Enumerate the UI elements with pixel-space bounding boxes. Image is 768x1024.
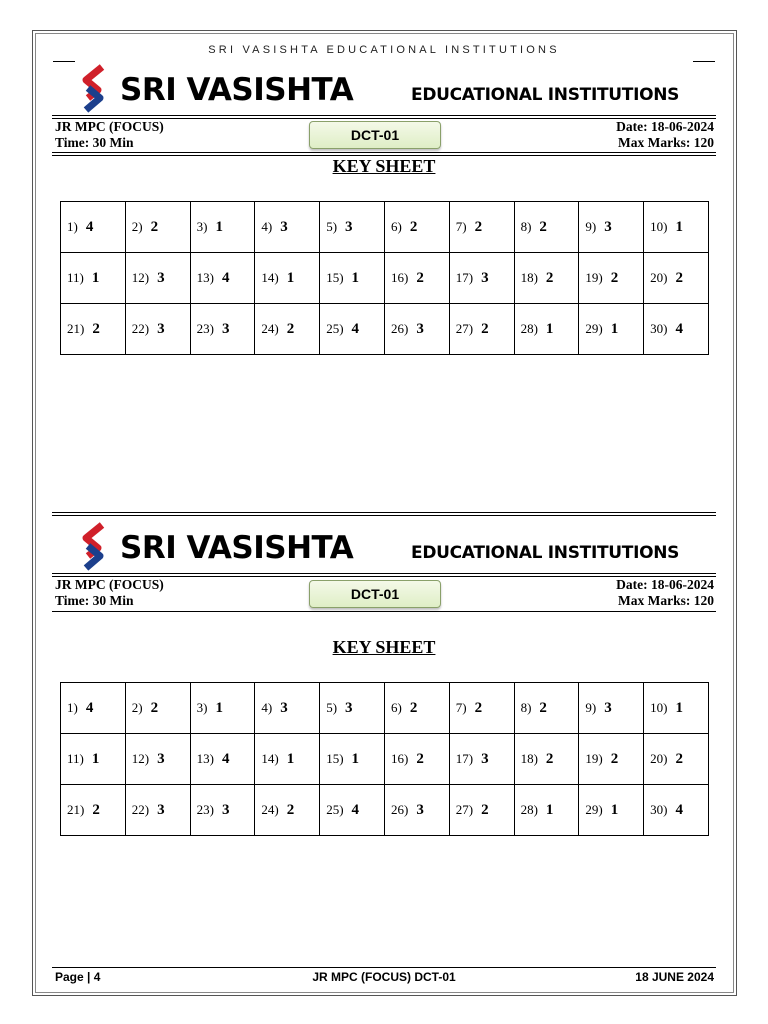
logo-s-icon	[78, 64, 110, 114]
answer-cell	[61, 202, 126, 253]
brand-logo	[0, 62, 768, 122]
answer-option: 1	[286, 269, 295, 286]
logo-s-icon	[78, 522, 110, 572]
question-number: 29)	[585, 801, 603, 817]
exam-meta	[616, 577, 714, 609]
answer-option: 3	[416, 320, 424, 337]
section-divider	[52, 512, 716, 513]
answer-option: 3	[345, 218, 353, 235]
answer-option: 3	[157, 801, 165, 818]
test-code-badge: DCT-01	[309, 121, 441, 149]
answer-option: 1	[675, 218, 684, 235]
answer-cell	[449, 734, 514, 785]
exam-date: Date: 18-06-2024	[616, 119, 714, 134]
answer-cell	[514, 785, 579, 836]
answer-cell	[579, 202, 644, 253]
answer-option: 4	[85, 699, 94, 716]
answer-option: 2	[545, 269, 554, 286]
test-duration: Time: 30 Min	[55, 135, 134, 150]
question-number: 21)	[67, 801, 85, 817]
question-number: 10)	[650, 218, 668, 234]
question-number: 14)	[261, 269, 279, 285]
answer-cell	[644, 683, 709, 734]
answer-cell	[644, 253, 709, 304]
question-number: 15)	[326, 750, 344, 766]
table-row	[61, 253, 709, 304]
answer-cell	[514, 304, 579, 355]
answer-option: 3	[157, 750, 165, 767]
answer-option: 2	[409, 218, 418, 235]
answer-cell	[190, 304, 255, 355]
answer-option: 2	[474, 699, 483, 716]
key-sheet-title: KEY SHEET	[332, 156, 436, 176]
answer-option: 2	[474, 218, 483, 235]
top-tagline: SRI VASISHTA EDUCATIONAL INSTITUTIONS	[208, 44, 560, 56]
answer-cell	[125, 304, 190, 355]
answer-option: 4	[675, 320, 684, 337]
answer-cell	[125, 785, 190, 836]
question-number: 18)	[520, 750, 538, 766]
question-number: 17)	[455, 269, 474, 285]
answer-cell	[125, 253, 190, 304]
answer-key-table	[60, 682, 709, 836]
answer-option: 3	[221, 320, 230, 337]
question-number: 9)	[585, 218, 597, 234]
answer-option: 2	[286, 801, 295, 818]
test-code-badge: DCT-01	[309, 580, 441, 608]
question-number: 7)	[455, 699, 467, 715]
answer-cell	[255, 202, 320, 253]
answer-option: 1	[286, 750, 295, 767]
answer-cell	[255, 683, 320, 734]
question-number: 11)	[67, 750, 84, 766]
answer-option: 2	[92, 320, 100, 337]
header-rule-top	[52, 115, 716, 116]
question-number: 24)	[261, 320, 279, 336]
page-number: Page | 4	[55, 970, 101, 984]
course-info	[55, 119, 164, 151]
answer-option: 3	[481, 750, 489, 767]
answer-cell	[190, 785, 255, 836]
answer-cell	[61, 683, 126, 734]
question-number: 2)	[131, 218, 143, 234]
answer-option: 3	[345, 699, 353, 716]
answer-option: 1	[545, 801, 554, 818]
test-duration: Time: 30 Min	[55, 593, 134, 608]
question-number: 30)	[650, 801, 668, 817]
answer-option: 2	[545, 750, 554, 767]
question-number: 9)	[585, 699, 597, 715]
brand-logo	[0, 519, 768, 579]
answer-cell	[449, 304, 514, 355]
answer-cell	[384, 683, 449, 734]
question-number: 22)	[131, 801, 150, 817]
answer-option: 2	[150, 699, 159, 716]
answer-option: 2	[481, 320, 489, 337]
answer-option: 2	[150, 218, 159, 235]
question-number: 25)	[326, 320, 344, 336]
course-info	[55, 577, 164, 609]
question-number: 13)	[196, 750, 214, 766]
answer-cell	[514, 734, 579, 785]
answer-option: 2	[286, 320, 295, 337]
question-number: 3)	[196, 699, 208, 715]
max-marks: Max Marks: 120	[618, 135, 714, 150]
answer-cell	[644, 734, 709, 785]
answer-cell	[644, 202, 709, 253]
answer-cell	[449, 202, 514, 253]
table-row	[61, 683, 709, 734]
answer-cell	[125, 683, 190, 734]
answer-cell	[384, 304, 449, 355]
answer-cell	[320, 734, 385, 785]
answer-cell	[320, 253, 385, 304]
table-row	[61, 785, 709, 836]
answer-option: 2	[610, 269, 619, 286]
question-number: 14)	[261, 750, 279, 766]
answer-option: 3	[280, 699, 288, 716]
answer-option: 2	[481, 801, 489, 818]
info-rule	[52, 152, 716, 153]
question-number: 27)	[455, 320, 474, 336]
answer-cell	[61, 304, 126, 355]
question-number: 1)	[67, 218, 78, 234]
answer-cell	[125, 734, 190, 785]
answer-cell	[255, 253, 320, 304]
answer-option: 4	[221, 269, 230, 286]
question-number: 13)	[196, 269, 214, 285]
answer-cell	[190, 253, 255, 304]
question-number: 12)	[131, 750, 150, 766]
header-rule-top	[52, 573, 716, 574]
question-number: 17)	[455, 750, 474, 766]
answer-option: 1	[610, 320, 619, 337]
answer-option: 3	[280, 218, 288, 235]
question-number: 3)	[196, 218, 208, 234]
question-number: 26)	[390, 801, 409, 817]
answer-cell	[320, 304, 385, 355]
table-row	[61, 202, 709, 253]
exam-date: Date: 18-06-2024	[616, 577, 714, 592]
answer-option: 3	[157, 320, 165, 337]
footer-date: 18 JUNE 2024	[635, 970, 714, 984]
answer-option: 4	[675, 801, 684, 818]
question-number: 18)	[520, 269, 538, 285]
answer-cell	[514, 202, 579, 253]
answer-option: 3	[221, 801, 230, 818]
brand-name: SRI VASISHTA	[120, 72, 354, 108]
page-border-inner	[35, 33, 734, 993]
answer-cell	[449, 785, 514, 836]
answer-cell	[644, 304, 709, 355]
answer-option: 4	[351, 801, 360, 818]
question-number: 26)	[390, 320, 409, 336]
question-number: 16)	[390, 269, 409, 285]
answer-option: 1	[215, 699, 223, 716]
answer-option: 3	[416, 801, 424, 818]
answer-option: 2	[539, 699, 547, 716]
answer-option: 4	[85, 218, 94, 235]
question-number: 7)	[455, 218, 467, 234]
answer-option: 3	[604, 699, 612, 716]
answer-option: 4	[221, 750, 230, 767]
question-number: 12)	[131, 269, 150, 285]
question-number: 28)	[520, 801, 538, 817]
answer-cell	[514, 683, 579, 734]
question-number: 22)	[131, 320, 150, 336]
answer-option: 1	[351, 269, 360, 286]
answer-cell	[61, 253, 126, 304]
answer-cell	[190, 734, 255, 785]
brand-subtitle: EDUCATIONAL INSTITUTIONS	[411, 85, 680, 105]
question-number: 21)	[67, 320, 85, 336]
answer-cell	[449, 683, 514, 734]
answer-cell	[384, 734, 449, 785]
answer-option: 1	[545, 320, 554, 337]
answer-cell	[61, 734, 126, 785]
question-number: 8)	[520, 218, 532, 234]
answer-option: 2	[675, 269, 684, 286]
question-number: 23)	[196, 320, 214, 336]
answer-option: 1	[91, 269, 100, 286]
answer-cell	[449, 253, 514, 304]
answer-cell	[190, 202, 255, 253]
question-number: 27)	[455, 801, 474, 817]
question-number: 4)	[261, 699, 273, 715]
question-number: 30)	[650, 320, 668, 336]
table-row	[61, 734, 709, 785]
answer-cell	[579, 785, 644, 836]
footer-rule	[52, 967, 716, 968]
max-marks: Max Marks: 120	[618, 593, 714, 608]
answer-option: 1	[610, 801, 619, 818]
question-number: 20)	[650, 750, 668, 766]
answer-option: 3	[157, 269, 165, 286]
answer-option: 2	[416, 269, 424, 286]
answer-cell	[255, 304, 320, 355]
answer-cell	[384, 785, 449, 836]
answer-option: 3	[481, 269, 489, 286]
question-number: 2)	[131, 699, 143, 715]
question-number: 10)	[650, 699, 668, 715]
answer-cell	[579, 253, 644, 304]
answer-cell	[320, 202, 385, 253]
answer-option: 1	[91, 750, 100, 767]
question-number: 19)	[585, 750, 603, 766]
question-number: 4)	[261, 218, 273, 234]
question-number: 1)	[67, 699, 78, 715]
answer-option: 1	[675, 699, 684, 716]
answer-cell	[125, 202, 190, 253]
question-number: 15)	[326, 269, 344, 285]
answer-cell	[255, 785, 320, 836]
answer-option: 4	[351, 320, 360, 337]
question-number: 29)	[585, 320, 603, 336]
answer-key-table	[60, 201, 709, 355]
answer-option: 2	[610, 750, 619, 767]
info-rule	[52, 611, 716, 612]
answer-option: 2	[409, 699, 418, 716]
footer-title: JR MPC (FOCUS) DCT-01	[312, 970, 456, 984]
answer-option: 2	[416, 750, 424, 767]
question-number: 16)	[390, 750, 409, 766]
answer-cell	[384, 253, 449, 304]
question-number: 5)	[326, 218, 338, 234]
course-name: JR MPC (FOCUS)	[55, 577, 164, 592]
question-number: 20)	[650, 269, 668, 285]
key-sheet-title: KEY SHEET	[332, 637, 436, 657]
answer-cell	[320, 785, 385, 836]
question-number: 23)	[196, 801, 214, 817]
question-number: 5)	[326, 699, 338, 715]
answer-option: 2	[675, 750, 684, 767]
course-name: JR MPC (FOCUS)	[55, 119, 164, 134]
brand-name: SRI VASISHTA	[120, 530, 354, 566]
answer-cell	[579, 683, 644, 734]
answer-cell	[644, 785, 709, 836]
question-number: 28)	[520, 320, 538, 336]
question-number: 8)	[520, 699, 532, 715]
question-number: 24)	[261, 801, 279, 817]
table-row	[61, 304, 709, 355]
exam-meta	[616, 119, 714, 151]
answer-cell	[190, 683, 255, 734]
question-number: 25)	[326, 801, 344, 817]
question-number: 19)	[585, 269, 603, 285]
section-divider-2	[52, 515, 716, 516]
answer-option: 2	[539, 218, 547, 235]
answer-cell	[579, 734, 644, 785]
question-number: 6)	[390, 218, 402, 234]
answer-cell	[255, 734, 320, 785]
question-number: 11)	[67, 269, 84, 285]
answer-option: 3	[604, 218, 612, 235]
answer-cell	[579, 304, 644, 355]
answer-cell	[61, 785, 126, 836]
answer-option: 1	[215, 218, 223, 235]
answer-cell	[384, 202, 449, 253]
answer-option: 2	[92, 801, 100, 818]
brand-subtitle: EDUCATIONAL INSTITUTIONS	[411, 543, 680, 563]
answer-option: 1	[351, 750, 360, 767]
answer-cell	[320, 683, 385, 734]
answer-cell	[514, 253, 579, 304]
question-number: 6)	[390, 699, 402, 715]
